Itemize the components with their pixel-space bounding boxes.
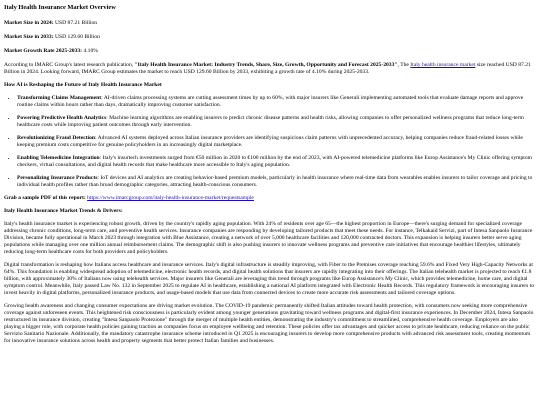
item-text: : AI-driven claims processing systems are cutting assessment times by up to 60%, with major insurers like Generali implementing automated tools that evaluate damage reports and approve routine claims within hours rather than days, dramatically improving customer satisfaction. (17, 95, 524, 108)
stat-market-size-2033 (4, 34, 536, 41)
ai-list (4, 95, 536, 189)
sample-label: Grab a sample PDF of this report: (4, 195, 86, 201)
ai-section-heading: How AI is Reshaping the Future of Italy Health Insurance Market (4, 82, 162, 88)
sample-link[interactable]: https://www.imarcgroup.com/italy-health-insurance-market/requestsample (87, 195, 254, 201)
intro-text: size reached USD 87.21 Billion in 2024. Looking forward, IMARC Group estimates the market to reach USD 129.60 Billion by 2033, exhibiting a growth rate of 4.10% during 2025-2033. (4, 62, 531, 75)
item-title: Personalizing Insurance Products (17, 175, 98, 181)
stat-value: USD 87.21 Billion (53, 20, 98, 26)
item-title: Enabling Telemedicine Integration (17, 155, 100, 161)
stat-value: USD 129.60 Billion (53, 34, 100, 40)
stat-value: 4.10% (82, 48, 98, 54)
intro-text: According to IMARC Group's latest research publication, (4, 62, 135, 68)
body-paragraph: Italy's health insurance market is experiencing robust growth, driven by the country's rapidly aging population. With 24% of residents over age 65—the highest proportion in Europe—there's surging demand for specialized coverage addressing chronic conditions, long-term care, and preventive health services. Insurance companies are responding by developing tailored products that meet these needs. For instance, Telkakaid Servizi, part of Intesa Sanpaolo Insurance Division, became fully operational in March 2023 through integration with Blue Assistance, creating a network of over 5,000 healthcare facilities and 120,000 contracted doctors. This expansion is helping insurers better serve aging populations while managing over one million annual reimbursement claims. The demographic shift is also pushing insurers to innovate wellness programs and preventive care initiatives that encourage healthier lifestyles, ultimately reducing long-term healthcare costs for both providers and policyholders. (4, 221, 533, 255)
item-title: Powering Predictive Health Analytics (17, 115, 107, 121)
list-item (17, 115, 536, 129)
market-link[interactable]: Italy health insurance market (410, 62, 476, 68)
page-title: Italy Health Insurance Market Overview (4, 4, 116, 11)
item-title: Revolutionizing Fraud Detection (17, 135, 95, 141)
stat-label: Market Growth Rate 2025-2033: (4, 48, 83, 54)
body-paragraph: Growing health awareness and changing consumer expectations are driving market evolution. The COVID-19 pandemic permanently shifted Italian attitudes toward health protection, with consumers now seeking more comprehensive coverage against unforeseen events. This heightened risk consciousness is particularly evident among younger generations gravitating toward wellness programs and digital-first insurance experiences. In December 2024, Intesa Sanpaolo restructured its insurance division, creating "Intesa Sanpaolo Protezione" through the merger of multiple health entities, demonstrating the industry's commitment to streamlined, comprehensive health coverage. Employers are also playing a bigger role, with corporate health policies gaining traction as companies focus on employee wellbeing and retention. These policies offer tax advantages and quicker access to private healthcare, reducing reliance on the public Servizio Sanitario Nazionale. Additionally, the mandatory catastrophe insurance scheme introduced in Q1 2025 is encouraging insurers to develop more comprehensive products with advanced risk assessment tools, creating momentum for innovative insurance solutions across health and property segments that better protect Italian families and businesses. (4, 303, 534, 344)
stat-market-size-2024 (4, 20, 536, 27)
list-item (17, 95, 536, 109)
item-text: : Machine learning algorithms are enabling insurers to predict chronic disease patterns and health risks, allowing companies to offer personalized wellness programs that reduce long-term healthcare costs while improving patient outcomes through early intervention. (17, 115, 524, 128)
stat-label: Market Size in 2024: (4, 20, 54, 26)
trends-heading: Italy Health Insurance Market Trends & Drivers: (4, 208, 123, 214)
body-paragraph: Digital transformation is reshaping how Italians access healthcare and insurance services. Italy's digital infrastructure is steadily improving, with Fiber to the Premises coverage reaching 59.6% and Fixed Very High-Capacity Networks at 64%. This foundation is enabling widespread adoption of telemedicine, electronic health records, and digital health solutions that insurers are rapidly integrating into their offerings. The Italian telehealth market is projected to reach €1.8 billion, with approximately 30% of Italians now using telehealth services. Major insurers like Generali are leveraging this trend through programs like Europ Assistance's My Clinic, which provides telemedicine, home care, and digital symptom control. Meanwhile, Italy passed Law No. 132 in September 2025 to regulate AI in healthcare, establishing a national AI platform integrated with Electronic Health Records. This regulatory framework is encouraging insurers to invest heavily in digital platforms, personalized insurance products, and usage-based models that use data from connected devices to create more accurate risk assessments and tailored coverage options. (4, 262, 535, 296)
intro-text: , The (397, 62, 411, 68)
list-item (17, 155, 536, 169)
stat-label: Market Size in 2033: (4, 34, 54, 40)
list-item (17, 175, 536, 189)
item-text: : Italy's insurtech investments surged from €50 million in 2020 to €100 million by the end of 2023, with AI-powered telemedicine platforms like Europ Assistance's My Clinic offering symptom checkers, virtual consultations, and digital health records that make healthcare more accessible to Italy's aging population. (17, 155, 532, 168)
intro-paragraph (4, 62, 536, 76)
stat-growth-rate (4, 48, 536, 55)
report-title: "Italy Health Insurance Market: Industry Trends, Share, Size, Growth, Opportunity and Forecast 2025-2033" (134, 62, 398, 68)
sample-line (4, 195, 536, 202)
item-text: : Advanced AI systems deployed across Italian insurance providers are identifying suspicious claim patterns with unprecedented accuracy, helping companies reduce fraud-related losses while keeping premium costs competitive for genuine policyholders in an increasingly digital marketplace. (17, 135, 523, 148)
list-item (17, 135, 536, 149)
item-text: : IoT devices and AI analytics are creating behavior-based premium models, particularly in health insurance where real-time data from wearables enables insurers to tailor coverage and pricing to individual health profiles rather than broad demographic categories, attracting health-conscious consumers. (17, 175, 533, 188)
item-title: Transforming Claims Management (17, 95, 102, 101)
